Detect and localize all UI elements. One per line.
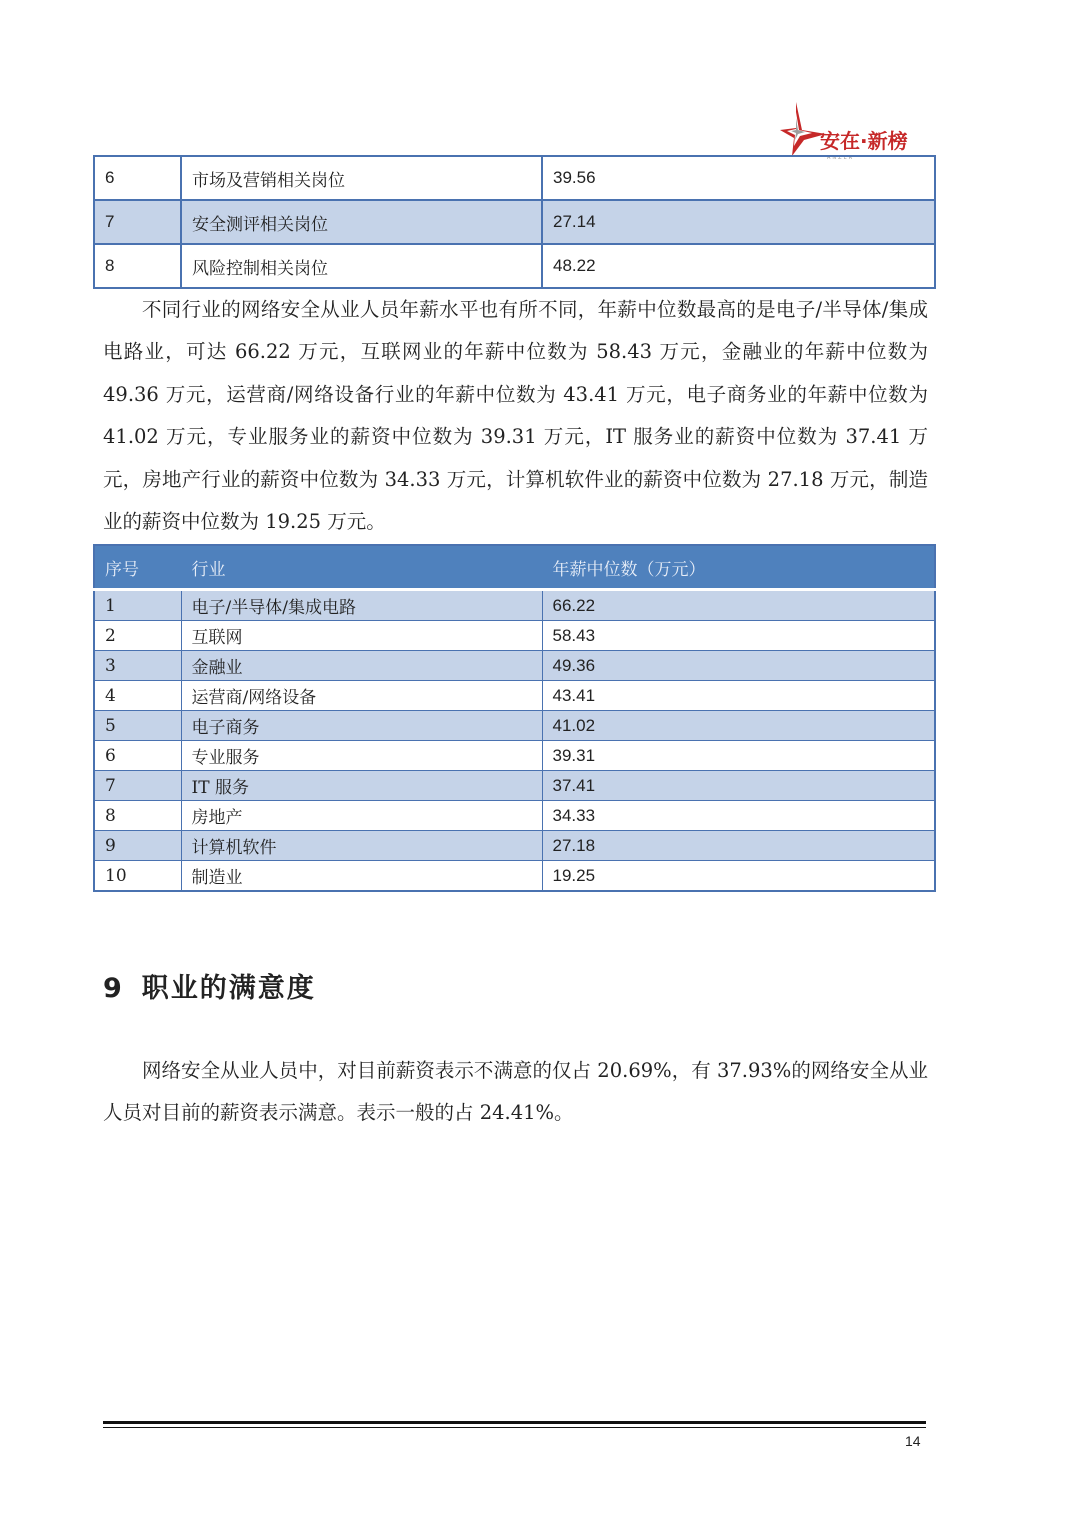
industry-name: 金融业 xyxy=(181,651,542,681)
brand-logo-text: 安在·新榜 xyxy=(820,129,908,153)
salary-value: 39.56 xyxy=(542,156,935,200)
position-name: 安全测评相关岗位 xyxy=(181,200,542,244)
table-row xyxy=(94,831,935,861)
table-header-row xyxy=(94,545,935,590)
row-number: 3 xyxy=(94,651,181,681)
industry-name: 电子/半导体/集成电路 xyxy=(181,590,542,621)
page-number: 14 xyxy=(905,1433,921,1449)
section-title: 职业的满意度 xyxy=(141,973,316,1004)
industry-name: 制造业 xyxy=(181,861,542,892)
table-row xyxy=(94,741,935,771)
section-heading xyxy=(103,966,316,1005)
row-number: 7 xyxy=(94,200,181,244)
header-no: 序号 xyxy=(94,545,181,590)
table-row xyxy=(94,681,935,711)
salary-value: 27.14 xyxy=(542,200,935,244)
row-number: 6 xyxy=(94,741,181,771)
salary-value: 34.33 xyxy=(542,801,935,831)
industry-name: 运营商/网络设备 xyxy=(181,681,542,711)
salary-value: 43.41 xyxy=(542,681,935,711)
position-name: 风险控制相关岗位 xyxy=(181,244,542,288)
table-row xyxy=(94,711,935,741)
row-number: 4 xyxy=(94,681,181,711)
salary-value: 27.18 xyxy=(542,831,935,861)
industry-salary-paragraph: 不同行业的网络安全从业人员年薪水平也有所不同，年薪中位数最高的是电子/半导体/集成电路业，可达 66.22 万元，互联网业的年薪中位数为 58.43 万元，金融业的年薪中位数为 49.36 万元，运营商/网络设备行业的年薪中位数为 43.41 万元，电子商务业的年薪中位数为 41.02 万元，专业服务业的薪资中位数为 39.31 万元，IT 服务业的薪资中位数为 37.41 万元，房地产行业的薪资中位数为 34.33 万元，计算机软件业的薪资中位数为 27.18 万元，制造业的薪资中位数为 19.25 万元。 xyxy=(103,298,928,534)
footer-rule-thin xyxy=(103,1427,926,1428)
satisfaction-paragraph: 网络安全从业人员中，对目前薪资表示不满意的仅占 20.69%，有 37.93%的网络安全从业人员对目前的薪资表示满意。表示一般的占 24.41%。 xyxy=(103,1059,928,1125)
salary-value: 48.22 xyxy=(542,244,935,288)
table-row xyxy=(94,651,935,681)
position-name: 市场及营销相关岗位 xyxy=(181,156,542,200)
salary-value: 41.02 xyxy=(542,711,935,741)
salary-value: 39.31 xyxy=(542,741,935,771)
row-number: 8 xyxy=(94,801,181,831)
salary-value: 37.41 xyxy=(542,771,935,801)
row-number: 1 xyxy=(94,590,181,621)
row-number: 6 xyxy=(94,156,181,200)
row-number: 10 xyxy=(94,861,181,892)
table-row xyxy=(94,861,935,892)
position-salary-table-continued xyxy=(93,155,936,289)
table-row xyxy=(94,156,935,200)
row-number: 8 xyxy=(94,244,181,288)
industry-name: IT 服务 xyxy=(181,771,542,801)
industry-salary-table xyxy=(93,544,936,892)
header-industry: 行业 xyxy=(181,545,542,590)
industry-name: 房地产 xyxy=(181,801,542,831)
row-number: 9 xyxy=(94,831,181,861)
brand-logo-subtext: ANZER xyxy=(827,155,855,161)
row-number: 2 xyxy=(94,621,181,651)
salary-value: 66.22 xyxy=(542,590,935,621)
salary-value: 49.36 xyxy=(542,651,935,681)
salary-value: 19.25 xyxy=(542,861,935,892)
industry-name: 互联网 xyxy=(181,621,542,651)
row-number: 7 xyxy=(94,771,181,801)
section-number: 9 xyxy=(103,973,124,1004)
table-row xyxy=(94,590,935,621)
table-row xyxy=(94,244,935,288)
industry-name: 专业服务 xyxy=(181,741,542,771)
industry-name: 计算机软件 xyxy=(181,831,542,861)
table-row xyxy=(94,200,935,244)
header-salary: 年薪中位数（万元） xyxy=(542,545,935,590)
footer-rule-thick xyxy=(103,1421,926,1424)
table-row xyxy=(94,621,935,651)
row-number: 5 xyxy=(94,711,181,741)
table-row xyxy=(94,801,935,831)
salary-value: 58.43 xyxy=(542,621,935,651)
industry-name: 电子商务 xyxy=(181,711,542,741)
table-row xyxy=(94,771,935,801)
